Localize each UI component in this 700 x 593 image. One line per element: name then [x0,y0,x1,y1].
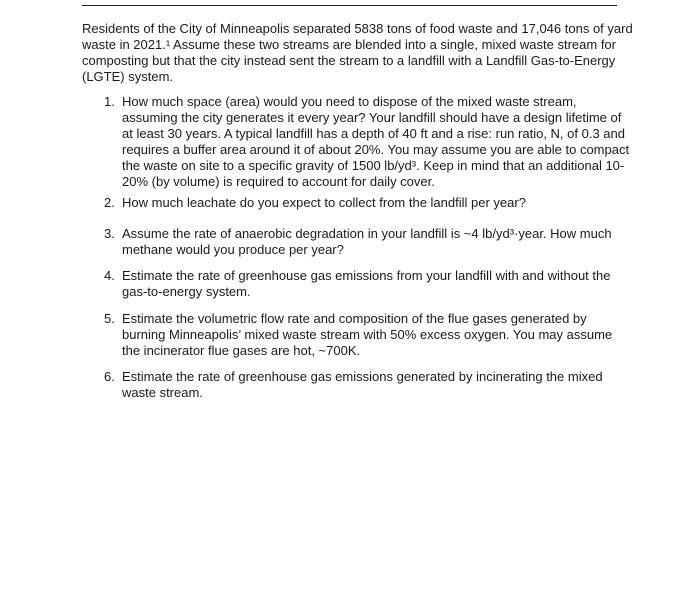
intro-line: (LGTE) system. [82,69,174,84]
question-number: 1. [104,94,115,109]
question-line: 20% (by volume) is required to account for daily cover. [122,174,435,189]
question-line: Estimate the rate of greenhouse gas emissions from your landfill with and without the [122,268,611,283]
intro-line: composting but that the city instead sent the stream to a landfill with a Landfill Gas-to-Energy [82,53,616,68]
question-line: methane would you produce per year? [122,242,344,257]
question-line: at least 30 years. A typical landfill has a depth of 40 ft and a rise: run ratio, N, of 0.3 and [122,126,625,141]
question-line: Assume the rate of anaerobic degradation in your landfill is ~4 lb/yd³·year. How much [122,226,612,241]
question-line: burning Minneapolis’ mixed waste stream with 50% excess oxygen. You may assume [122,327,613,342]
intro-paragraph [82,21,633,85]
question-line: assuming the city generates it every year? Your landfill should have a design lifetime of [122,110,622,125]
question-number: 6. [104,369,115,384]
question-line: Estimate the rate of greenhouse gas emissions generated by incinerating the mixed [122,369,603,384]
question-line: requires a buffer area around it of about 20%. You may assume you are able to compact [122,142,630,157]
question-line: gas-to-energy system. [122,284,251,299]
intro-line: Residents of the City of Minneapolis separated 5838 tons of food waste and 17,046 tons of yard [82,21,633,36]
question-line: Estimate the volumetric flow rate and composition of the flue gases generated by [122,311,587,326]
question-number: 4. [104,268,115,283]
question-number: 5. [104,311,115,326]
question-line: the incinerator flue gases are hot, ~700K. [122,343,361,358]
question-number: 2. [104,195,115,210]
question-line: How much leachate do you expect to collect from the landfill per year? [122,195,526,210]
question-line: How much space (area) would you need to dispose of the mixed waste stream, [122,94,577,109]
question-number: 3. [104,226,115,241]
top-rule [82,5,617,6]
intro-line: waste in 2021.¹ Assume these two streams are blended into a single, mixed waste stream for [82,37,616,52]
question-line: the waste on site to a specific gravity of 1500 lb/yd³. Keep in mind that an additional 10- [122,158,625,173]
question-line: waste stream. [122,385,203,400]
